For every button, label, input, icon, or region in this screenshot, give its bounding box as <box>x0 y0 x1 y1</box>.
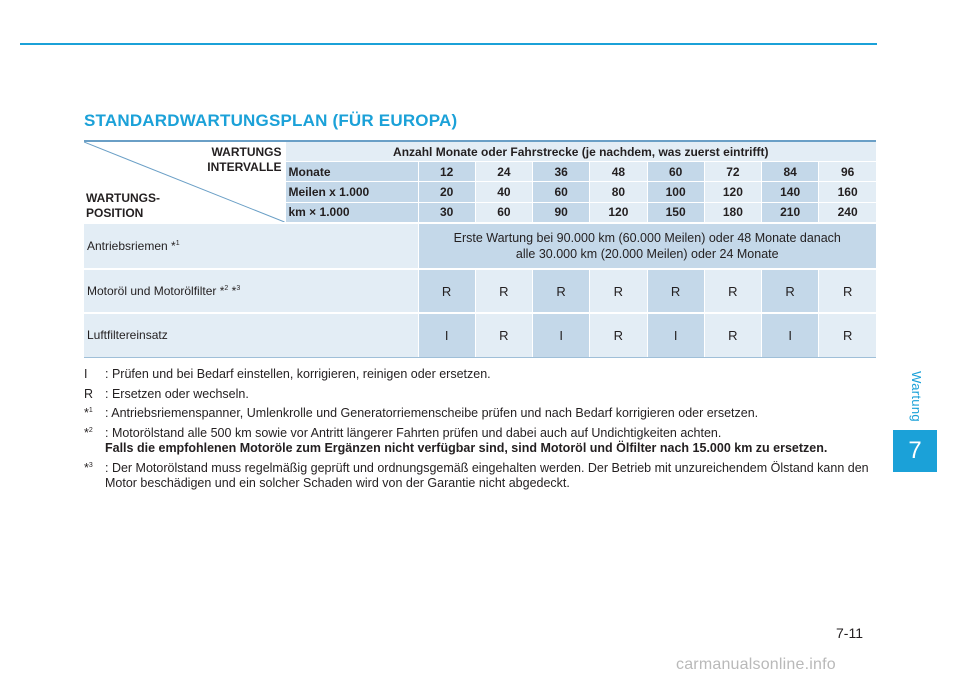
footnote-2-warning: Falls die empfohlenen Motoröle zum Ergänzen nicht verfügbar sind, sind Motoröl und Ölfilter nach 15.000 km zu ersetzen. <box>105 441 828 455</box>
corner-label-position: WARTUNGS- POSITION <box>86 191 160 220</box>
corner-label-intervals: WARTUNGS INTERVALLE <box>207 145 282 174</box>
footnote-1: *$^1$ : Antriebsriemenspanner, Umlenkrolle und Generatorriemenscheibe prüfen und nach Bedarf korrigieren oder ersetzen. <box>84 406 759 420</box>
note-replace: R : Ersetzen oder wechseln. <box>84 386 249 401</box>
interval-row-months: Monate 12 24 36 48 60 72 84 96 <box>84 162 876 182</box>
table-corner-header <box>84 141 285 223</box>
note-inspect: I : Prüfen und bei Bedarf einstellen, korrigieren, reinigen oder ersetzen. <box>84 367 491 381</box>
item-label: Motoröl und Motorölfilter *$^2$ *$^3$ <box>84 269 418 313</box>
legend-notes <box>84 367 884 496</box>
footnote-2: *$^2$ : Motorölstand alle 500 km sowie vor Antritt längerer Fahrten prüfen und dabei auch auf Undichtigkeiten achten. Falls die empfohlenen Motoröle zum Ergänzen nicht verfügbar sind, sind Motoröl und Ölfilter nach 15.000 km zu ersetzen. <box>84 426 884 457</box>
page-number: 7-11 <box>836 625 863 641</box>
maintenance-schedule-table <box>84 140 876 358</box>
chapter-number-badge: 7 <box>893 430 937 472</box>
interval-row-km: km × 1.000 30 60 90 120 150 180 210 240 <box>84 202 876 223</box>
interval-main-header: Anzahl Monate oder Fahrstrecke (je nachdem, was zuerst eintrifft) <box>285 141 876 162</box>
item-label: Luftfiltereinsatz <box>84 313 418 357</box>
top-rule <box>20 43 877 45</box>
section-title: STANDARDWARTUNGSPLAN (FÜR EUROPA) <box>84 111 458 130</box>
table-row-engine-oil: Motoröl und Motorölfilter *$^2$ *$^3$ R R R R R R R R <box>84 269 876 313</box>
watermark: carmanualsonline.info <box>676 656 836 673</box>
table-row-air-filter: Luftfiltereinsatz I R I R I R I R <box>84 313 876 357</box>
drive-belt-interval-note: Erste Wartung bei 90.000 km (60.000 Meilen) oder 48 Monate danach alle 30.000 km (20.000 Meilen) oder 24 Monate <box>418 223 876 269</box>
item-label: Antriebsriemen *$^1$ <box>84 223 418 269</box>
footnote-3: *$^3$ : Der Motorölstand muss regelmäßig geprüft und ordnungsgemäß eingehalten werden. Der Betrieb mit unzureichendem Ölstand kann den Motor beschädigen und ein solcher Schaden wird von der Garantie nicht abgedeckt. <box>84 460 869 490</box>
table-row-drive-belt <box>84 223 876 269</box>
interval-row-miles: Meilen x 1.000 20 40 60 80 100 120 140 160 <box>84 182 876 202</box>
chapter-side-label: Wartung <box>908 370 924 422</box>
